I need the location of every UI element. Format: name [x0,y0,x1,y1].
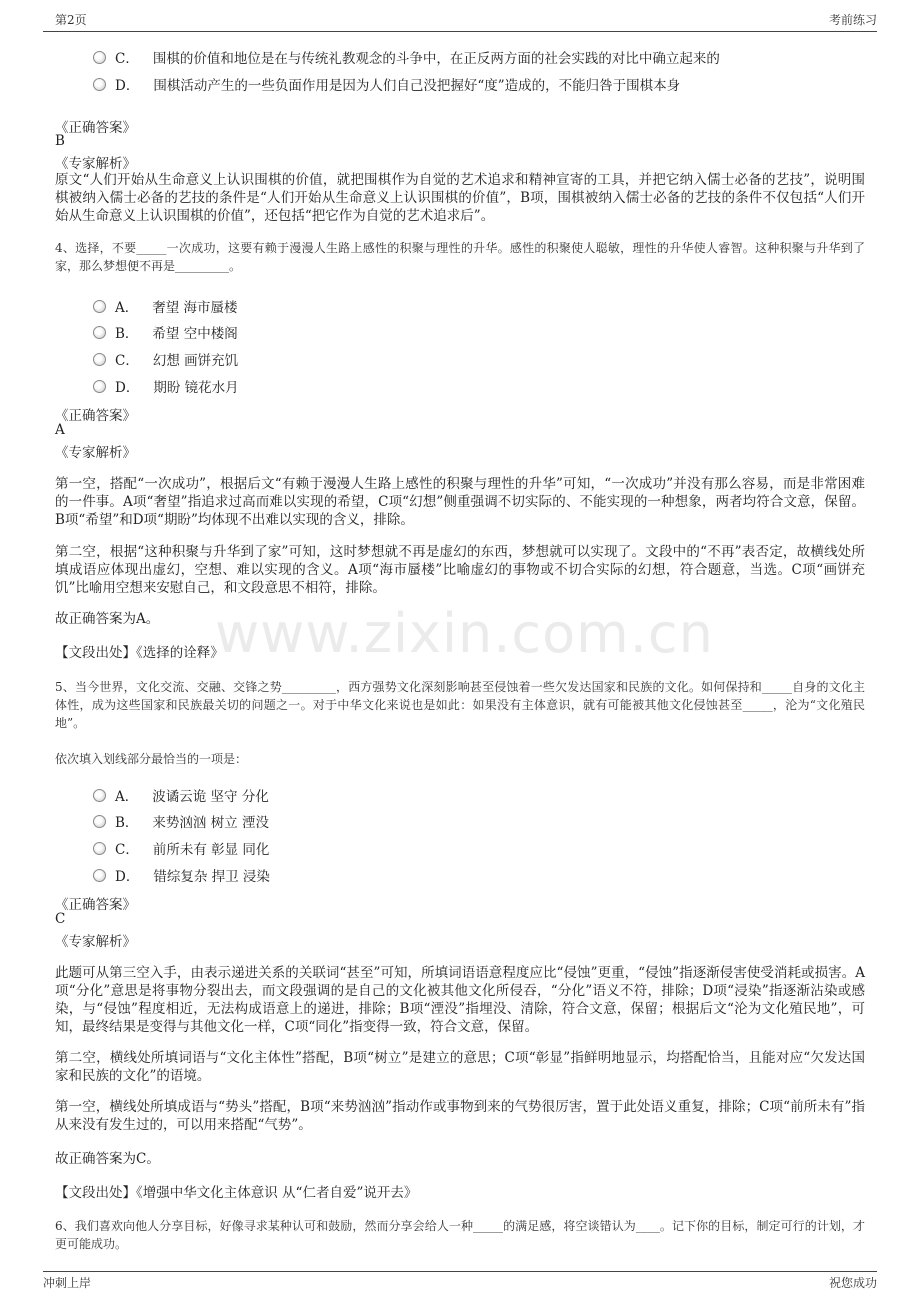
answer-label: 《正确答案》 [55,897,136,913]
analysis-label: 《专家解析》 [55,934,136,950]
q5-option-c[interactable] [93,838,269,858]
q5-prompt: 依次填入划线部分最恰当的一项是： [55,752,248,766]
q4-stem: 4、选择，不要_____一次成功，这要有赖于漫漫人生路上感性的积聚与理性的升华。感性的积聚使人聪敏，理性的升华使人睿智。这种积聚与升华到了家，那么梦想便不再是_________。 [55,241,865,273]
analysis-label: 《专家解析》 [55,156,136,172]
q4-option-c[interactable] [93,349,238,369]
q4-option-b[interactable] [93,322,238,342]
q5-conclusion: 故正确答案为C。 [55,1151,160,1167]
q5-option-b[interactable] [93,811,269,831]
q5-source: 【文段出处】《增强中华文化主体意识 从“仁者自爱”说开去》 [55,1185,418,1201]
footer-left: 冲刺上岸 [43,1276,92,1290]
q5-answer: C [55,911,66,927]
option-text: 围棋活动产生的一些负面作用是因为人们自己没把握好“度”造成的，不能归咎于围棋本身 [153,78,681,94]
q3-option-c[interactable] [93,47,720,67]
q3-answer: B [55,133,65,149]
q4-analysis-1: 第一空，搭配“一次成功”，根据后文“有赖于漫漫人生路上感性的积聚与理性的升华”可知，“一次成功”并没有那么容易，而是非常困难的一件事。A项“奢望”指追求过高而难以实现的希望，C项“幻想”侧重强调不切实际的、不能实现的一种想象，两者均符合文意，保留。B项“希望”和D项“期盼”均体现不出难以实现的含义，排除。 [55,476,865,528]
radio-icon[interactable] [93,869,106,882]
q4-analysis-2: 第二空，根据“这种积聚与升华到了家”可知，这时梦想就不再是虚幻的东西，梦想就可以实现了。文段中的“不再”表否定，故横线处所填成语应体现出虚幻，空想、难以实现的含义。A项“海市蜃楼”比喻虚幻的事物或不切合实际的幻想，符合题意，当选。C项“画饼充饥”比喻用空想来安慰自己，和文段意思不相符，排除。 [55,544,865,596]
q3-option-d[interactable] [93,74,680,94]
radio-icon[interactable] [93,353,106,366]
q4-conclusion: 故正确答案为A。 [55,611,160,627]
radio-icon[interactable] [93,789,106,802]
option-letter: C． [115,842,139,858]
footer-right: 祝您成功 [828,1276,877,1290]
watermark: www.zixin.com.cn [215,602,714,665]
option-letter: C． [115,353,139,369]
option-letter: C． [115,51,139,67]
q5-option-a[interactable] [93,785,269,805]
radio-icon[interactable] [93,300,106,313]
q4-source: 【文段出处】《选择的诠释》 [55,645,224,661]
option-letter: D． [115,380,140,396]
radio-icon[interactable] [93,380,106,393]
q6-stem: 6、我们喜欢向他人分享目标，好像寻求某种认可和鼓励，然而分享会给人一种_____的满足感，将空谈错认为____。记下你的目标，制定可行的计划，才更可能成功。 [55,1219,865,1251]
option-letter: A． [115,300,139,316]
q4-answer: A [55,422,65,438]
option-text: 期盼 镜花水月 [153,380,239,396]
q4-option-a[interactable] [93,296,238,316]
q5-stem: 5、当今世界，文化交流、交融、交锋之势_________，西方强势文化深刻影响甚至侵蚀着一些欠发达国家和民族的文化。如何保持和_____自身的文化主体性，成为这些国家和民族最关切的问题之一。对于中华文化来说也是如此：如果没有主体意识，就有可能被其他文化侵蚀甚至_____，沦为“文化殖民地”。 [55,680,865,730]
option-text: 希望 空中楼阁 [152,326,238,342]
option-text: 奢望 海市蜃楼 [152,300,238,316]
answer-label: 《正确答案》 [55,408,136,424]
option-letter: D． [115,869,140,885]
q5-option-d[interactable] [93,865,270,885]
footer-divider [43,1271,877,1272]
page-header [55,11,877,31]
q5-analysis-3: 第一空，横线处所填成语与“势头”搭配，B项“来势汹汹”指动作或事物到来的气势很厉害，置于此处语义重复，排除；C项“前所未有”指从来没有发生过的，可以用来搭配“气势”。 [55,1099,865,1133]
option-text: 来势汹汹 树立 湮没 [152,815,270,831]
radio-icon[interactable] [93,326,106,339]
header-divider [43,31,877,32]
radio-icon[interactable] [93,815,106,828]
header-title: 考前练习 [828,13,877,27]
option-text: 波谲云诡 坚守 分化 [152,789,269,805]
option-text: 前所未有 彰显 同化 [152,842,270,858]
radio-icon[interactable] [93,78,106,91]
q4-option-d[interactable] [93,376,239,396]
q5-analysis-1: 此题可从第三空入手，由表示递进关系的关联词“甚至”可知，所填词语语意程度应比“侵蚀”更重，“侵蚀”指逐渐侵害使受消耗或损害。A项“分化”意思是将事物分裂出去，而文段强调的是自己的文化被其他文化所侵吞，“分化”语义不符，排除；D项“浸染”指逐渐沾染或感染，与“侵蚀”程度相近，无法构成语意上的递进，排除；B项“湮没”指埋没、清除，符合文意，保留；根据后文“沦为文化殖民地”，可知，最终结果是变得与其他文化一样，C项“同化”指变得一致，符合文意，保留。 [55,965,865,1035]
radio-icon[interactable] [93,51,106,64]
analysis-label: 《专家解析》 [55,445,136,461]
option-letter: B． [115,326,139,342]
answer-label: 《正确答案》 [55,120,136,136]
option-letter: A． [115,789,139,805]
option-text: 错综复杂 捍卫 浸染 [153,869,270,885]
q3-analysis: 原文“人们开始从生命意义上认识围棋的价值，就把围棋作为自觉的艺术追求和精神宣寄的工具，并把它纳入儒士必备的艺技”，说明围棋被纳入儒士必备的艺技的条件是“人们开始从生命意义上认识围棋的价值”，B项，围棋被纳入儒士必备的艺技的条件不仅包括“人们开始从生命意义上认识围棋的价值”，还包括“把它作为自觉的艺术追求后”。 [55,172,865,224]
option-text: 幻想 画饼充饥 [152,353,239,369]
radio-icon[interactable] [93,842,106,855]
option-text: 围棋的价值和地位是在与传统礼教观念的斗争中，在正反两方面的社会实践的对比中确立起来的 [152,51,720,67]
page-number: 第2页 [55,13,87,27]
option-letter: B． [115,815,139,831]
q5-analysis-2: 第二空，横线处所填词语与“文化主体性”搭配，B项“树立”是建立的意思；C项“彰显”指鲜明地显示，均搭配恰当，且能对应“欠发达国家和民族的文化”的语境。 [55,1050,865,1084]
option-letter: D． [115,78,140,94]
